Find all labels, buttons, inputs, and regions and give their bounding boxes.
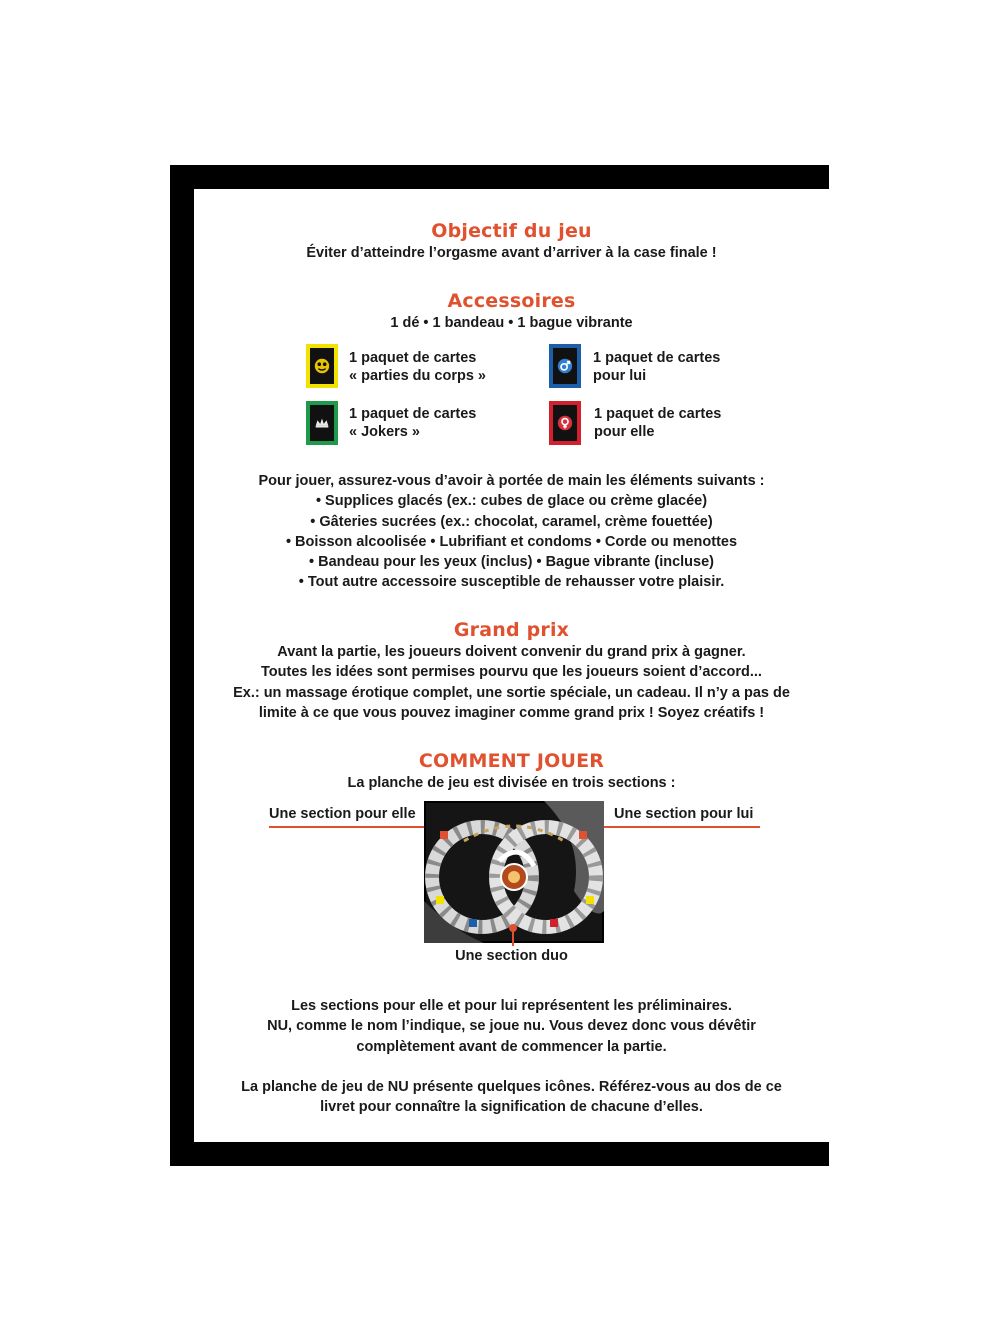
- objective-section: [194, 220, 829, 263]
- card-deck-body-parts: [306, 344, 338, 388]
- grand-prix-line: limite à ce que vous pouvez imaginer comme grand prix ! Soyez créatifs !: [258, 704, 765, 721]
- label-section-him: Une section pour lui: [614, 806, 754, 822]
- rules-paragraph-1: Les sections pour elle et pour lui représentent les préliminaires. NU, comme le nom l’indique, se joue nu. Vous devez donc vous dévêtir complètement avant de commencer la partie.: [267, 998, 756, 1055]
- play-item-line: • Bandeau pour les yeux (inclus) • Bague vibrante (incluse): [309, 554, 714, 571]
- female-symbol-icon: [556, 414, 574, 432]
- accessories-section: [194, 290, 829, 333]
- how-to-play-title: COMMENT JOUER: [418, 750, 605, 772]
- play-item-line: • Gâteries sucrées (ex.: chocolat, caramel, crème fouettée): [310, 513, 713, 530]
- joker-crown-icon: [313, 414, 331, 432]
- how-to-play-intro: La planche de jeu est divisée en trois sections :: [347, 775, 676, 791]
- card-deck-jokers: [306, 401, 338, 445]
- grand-prix-title: Grand prix: [453, 619, 570, 641]
- card-label-him: 1 paquet de cartes pour lui: [593, 350, 721, 384]
- grand-prix-section: [194, 619, 829, 723]
- how-to-play-section: [194, 750, 829, 793]
- card-label-her: 1 paquet de cartes pour elle: [594, 406, 722, 440]
- play-items-intro: Pour jouer, assurez-vous d’avoir à portée de main les éléments suivants :: [258, 473, 765, 489]
- game-board-image: [424, 801, 604, 943]
- label-section-her: Une section pour elle: [269, 806, 416, 822]
- rules-sheet: [194, 189, 829, 1142]
- card-label-jokers: 1 paquet de cartes « Jokers »: [349, 406, 477, 440]
- connector-line-duo: [512, 928, 514, 946]
- male-symbol-icon: [556, 357, 574, 375]
- label-section-duo: Une section duo: [455, 948, 568, 964]
- play-items-section: [194, 471, 829, 593]
- objective-title: Objectif du jeu: [431, 220, 592, 242]
- play-item-line: • Tout autre accessoire susceptible de rehausser votre plaisir.: [298, 574, 725, 591]
- grand-prix-line: Toutes les idées sont permises pourvu que les joueurs soient d’accord...: [261, 664, 762, 681]
- accessories-items: 1 dé • 1 bandeau • 1 bague vibrante: [390, 315, 633, 331]
- card-deck-her: [549, 401, 581, 445]
- card-deck-him: [549, 344, 581, 388]
- grand-prix-line: Avant la partie, les joueurs doivent convenir du grand prix à gagner.: [277, 644, 746, 660]
- play-item-line: • Supplices glacés (ex.: cubes de glace ou crème glacée): [315, 493, 708, 510]
- card-label-body-parts: 1 paquet de cartes « parties du corps »: [349, 350, 486, 384]
- play-item-line: • Boisson alcoolisée • Lubrifiant et condoms • Corde ou menottes: [285, 533, 738, 550]
- accessories-title: Accessoires: [447, 290, 576, 312]
- body-parts-icon: [313, 357, 331, 375]
- rules-paragraph-2: La planche de jeu de NU présente quelques icônes. Référez-vous au dos de ce livret pour connaître la signification de chacune d’elles.: [241, 1079, 782, 1116]
- grand-prix-line: Ex.: un massage érotique complet, une sortie spéciale, un cadeau. Il n’y a pas de: [233, 684, 790, 701]
- objective-text: Éviter d’atteindre l’orgasme avant d’arriver à la case finale !: [306, 245, 717, 261]
